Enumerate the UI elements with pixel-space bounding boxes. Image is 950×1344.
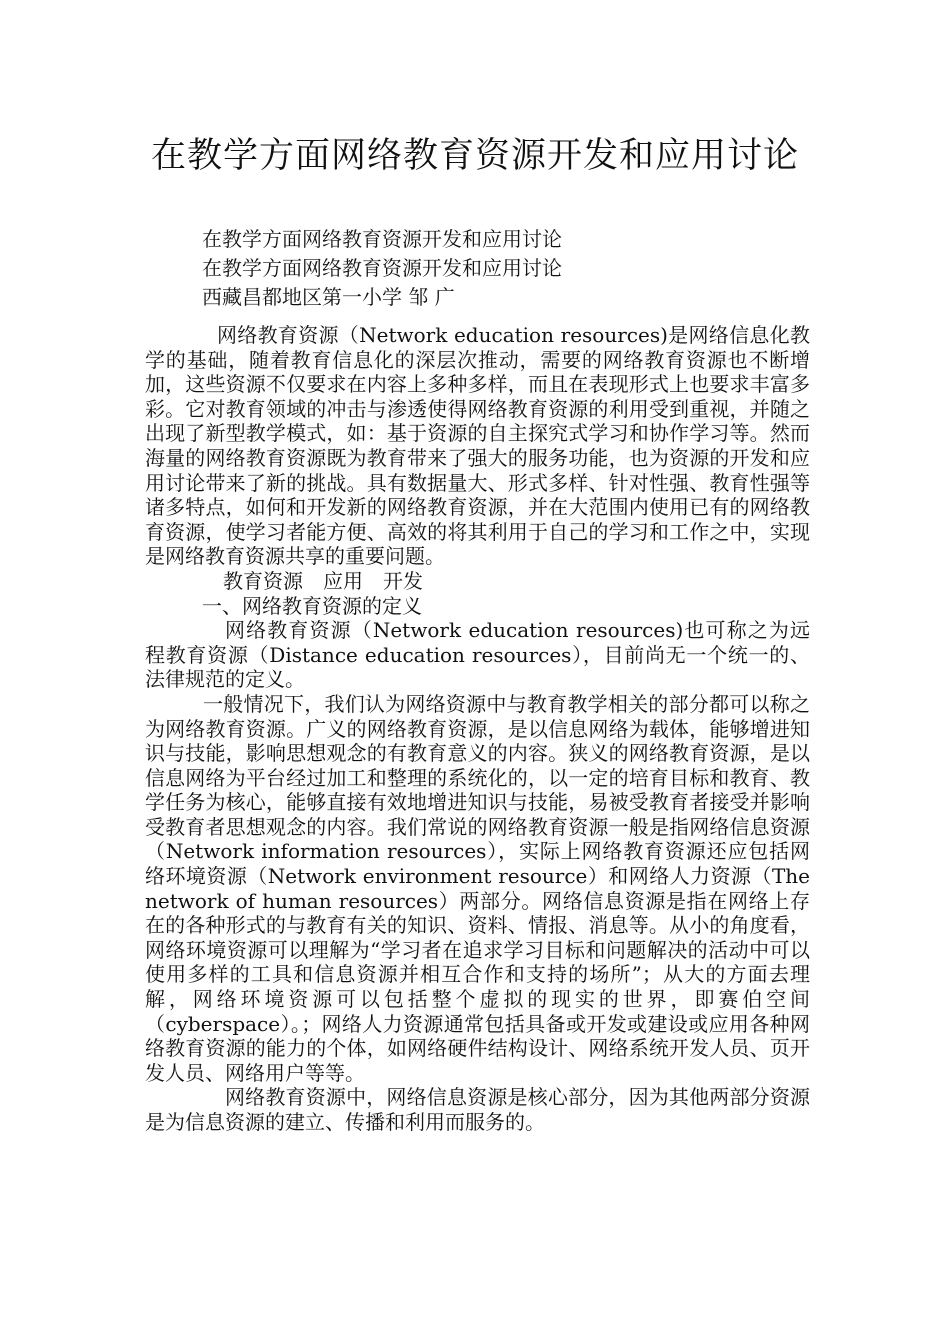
meta-line: 在教学方面网络教育资源开发和应用讨论 xyxy=(202,227,562,251)
intro-paragraph: 网络教育资源（Network education resources)是网络信息化教学的基础，随着教育信息化的深层次推动，需要的网络教育资源也不断增加，这些资源不仅要求在内容上多种多样，而且在表现形式上也要求丰富多彩。它对教育领域的冲击与渗透使得网络教育资源的利用受到重视，并随之出现了新型教学模式，如：基于资源的自主探究式学习和协作学习等。然而海量的网络教育资源既为教育带来了强大的服务功能，也为资源的开发和应用讨论带来了新的挑战。具有数据量大、形式多样、针对性强、教育性强等诸多特点，如何和开发新的网络教育资源，并在大范围内使用已有的网络教育资源，使学习者能方便、高效的将其利用于自己的学习和工作之中，实现是网络教育资源共享的重要问题。 xyxy=(145,323,810,569)
document-title: 在教学方面网络教育资源开发和应用讨论 xyxy=(150,136,799,176)
section-heading: 一、网络教育资源的定义 xyxy=(202,593,422,618)
body-paragraph: 网络教育资源（Network education resources)也可称之为远程教育资源（Distance education resources），目前尚无一个统一的、法律规范的定义。 xyxy=(145,618,810,692)
document-body xyxy=(145,323,810,1135)
document-meta xyxy=(202,225,562,312)
keywords-line: 教育资源 应用 开发 xyxy=(223,568,423,593)
body-paragraph: 网络教育资源中，网络信息资源是核心部分，因为其他两部分资源是为信息资源的建立、传播和利用而服务的。 xyxy=(145,1085,810,1134)
body-paragraph: 一般情况下，我们认为网络资源中与教育教学相关的部分都可以称之为网络教育资源。广义的网络教育资源，是以信息网络为载体，能够增进知识与技能，影响思想观念的有教育意义的内容。狭义的网络教育资源，是以信息网络为平台经过加工和整理的系统化的，以一定的培育目标和教育、教学任务为核心，能够直接有效地增进知识与技能，易被受教育者接受并影响受教育者思想观念的内容。我们常说的网络教育资源一般是指网络信息资源（Network information resources），实际上网络教育资源还应包括网络环境资源（Network environment resource）和网络人力资源（The network of human resources）两部分。网络信息资源是指在网络上存在的各种形式的与教育有关的知识、资料、情报、消息等。从小的角度看，网络环境资源可以理解为“学习者在追求学习目标和问题解决的活动中可以使用多样的工具和信息资源并相互合作和支持的场所”；从大的方面去理解，网络环境资源可以包括整个虚拟的现实的世界，即赛伯空间（cyberspace）。；网络人力资源通常包括具备或开发或建设或应用各种网络教育资源的能力的个体，如网络硬件结构设计、网络系统开发人员、页开发人员、网络用户等等。 xyxy=(145,691,810,1085)
meta-line: 在教学方面网络教育资源开发和应用讨论 xyxy=(202,256,562,280)
author-line: 西藏昌都地区第一小学 邹 广 xyxy=(202,285,455,309)
